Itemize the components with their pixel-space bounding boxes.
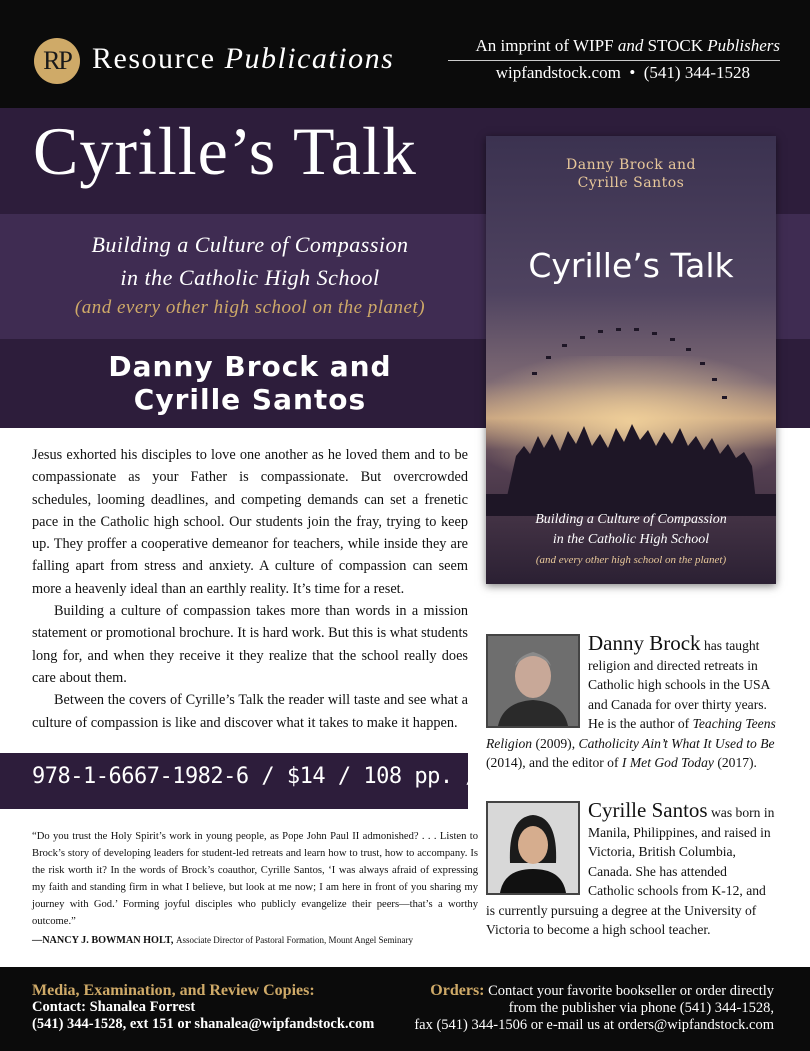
bio-brock-text-1: has taught religion and directed retreats in Catholic high schools in the USA and Canada for over thirty years. He is the author of: [588, 638, 770, 731]
imprint-prefix: An imprint of WIPF: [475, 36, 614, 55]
endorsement-attribution: [32, 935, 413, 946]
author-line-2: Cyrille Santos: [133, 383, 367, 416]
bio-santos-float: [486, 801, 588, 895]
bio-brock-book-1: Teaching Teens Religion: [486, 716, 776, 751]
imprint-line: [476, 36, 780, 56]
footer-orders: [414, 982, 774, 1034]
bio-santos-text: was born in Manila, Philippines, and raised in Victoria, British Columbia, Canada. She has attended Catholic schools from K-12, and is currently pursuing a degree at the University of Victoria to become a high school teacher.: [486, 805, 775, 937]
publisher-logo: RP: [34, 38, 80, 84]
subtitle-line-2: in the Catholic High School: [120, 265, 380, 290]
subtitle-line-1: Building a Culture of Compassion: [91, 232, 409, 257]
publisher-contact: wipfandstock.com • (541) 344-1528: [495, 63, 750, 82]
brand-name: [92, 42, 394, 76]
bio-brock-book-3: I Met God Today: [621, 755, 714, 770]
footer-media-heading: Media, Examination, and Review Copies:: [32, 982, 315, 999]
endorser-name: —NANCY J. BOWMAN HOLT,: [32, 935, 174, 946]
cover-author-1: Danny Brock and: [566, 157, 696, 173]
endorsement-quote: “Do you trust the Holy Spirit’s work in young people, as Pope John Paul II admonished? . . . Listen to Brock’s story of developing leaders for student-led retreats and learn how to trust, how to accompany. Is the risk worth it? In the words of Brock’s coauthor, Cyrille Santos, ‘I was always afraid of expressing my faith and standing firm in what I believe, but look at me now; I am here in front of you sharing my journey with God.’ Forming joyful disciples who publicly evangelize their peers—that’s a worthy outcome.”: [32, 831, 478, 927]
description-paragraph-1: Jesus exhorted his disciples to love one another as he loved them and to be compassionate as your Father is compassionate. But overcrowded schedules, looming deadlines, and competing demands can set a frenetic pace in the Catholic high school. Our students join the fray, trying to keep up. They proffer a cooperative demeanor for teachers, while inside they are falling apart from stress and anxiety. A culture of compassion can seem more a heavenly ideal than an earthly reality. It’s time for a reset.: [32, 447, 468, 597]
cover-authors: [486, 156, 776, 192]
brand-main: Resource: [92, 42, 216, 75]
imprint-suffix: Publishers: [707, 36, 780, 55]
book-cover-image: [486, 136, 776, 584]
bio-brock-book-2: Catholicity Ain’t What It Used to Be: [578, 735, 775, 751]
bio-santos-name: Cyrille Santos: [588, 798, 708, 822]
subtitle-line-3: (and every other high school on the planet): [74, 297, 426, 318]
footer-media-contact: [32, 982, 374, 1033]
cover-subtitle-1: Building a Culture of Compassion: [535, 512, 727, 527]
footer-orders-line-1: Contact your favorite bookseller or order directly: [484, 983, 774, 999]
bio-brock-float: [486, 634, 588, 728]
bio-brock-text-4: (2017).: [713, 755, 757, 770]
bio-brock-name: Danny Brock: [588, 631, 701, 655]
footer-orders-line-3: fax (541) 344-1506 or e-mail us at orders@wipfandstock.com: [414, 1017, 774, 1033]
footer-orders-heading: Orders:: [430, 982, 485, 999]
brand-italic: Publications: [224, 42, 395, 75]
author-line-1: Danny Brock and: [108, 350, 392, 383]
bio-brock-text-2: (2009),: [532, 735, 579, 751]
footer-media-contact-name: Contact: Shanalea Forrest: [32, 999, 196, 1015]
bio-santos: [486, 798, 776, 940]
book-title: Cyrille’s Talk: [33, 113, 417, 189]
description-paragraph-2: Building a culture of compassion takes more than words in a mission statement or promotional brochure. It is hard work. But this is what students long for, and when they receive it they realize that the school really does care about them.: [32, 603, 468, 686]
cover-subtitle-2: in the Catholic High School: [552, 532, 710, 547]
endorser-role: Associate Director of Pastoral Formation, Mount Angel Seminary: [176, 935, 413, 945]
bio-brock-text-3: (2014), and the editor of: [486, 755, 622, 770]
cover-title: Cyrille’s Talk: [528, 246, 734, 285]
footer-media-details: (541) 344-1528, ext 151 or shanalea@wipfandstock.com: [32, 1016, 375, 1032]
graduation-silhouette-art: [486, 316, 776, 516]
isbn-price-line: 978-1-6667-1982-6 / $14 / 108 pp. / paper: [32, 764, 555, 789]
cover-subtitle-3: (and every other high school on the planet): [535, 554, 727, 566]
footer-orders-line-2: from the publisher via phone (541) 344-1528,: [508, 1000, 774, 1016]
description-paragraph-3: Between the covers of Cyrille’s Talk the reader will taste and see what a culture of compassion is like and discover what it takes to make it happen.: [32, 692, 468, 731]
book-description: [32, 444, 468, 734]
imprint-divider: [448, 60, 780, 61]
imprint-stock: STOCK: [647, 36, 704, 55]
bio-brock: [486, 631, 776, 773]
imprint-and: and: [617, 36, 644, 55]
cover-author-2: Cyrille Santos: [577, 175, 685, 191]
